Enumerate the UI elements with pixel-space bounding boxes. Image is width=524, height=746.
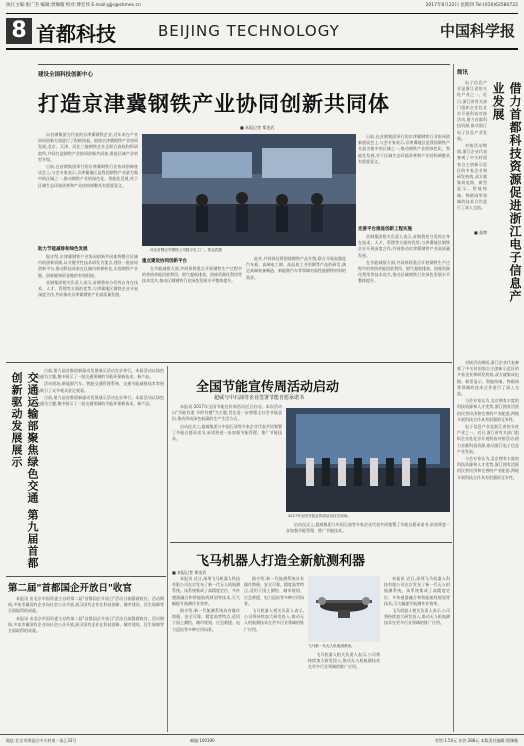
right-text-lower: 对接活动期间,浙江企业代表参观了中关村国家自主创新示范区的多家企业和研发机构,双方就集成电路、新型显示、智能终端、物联网等领域的技术合作进行了深入交流。 与会专家认为,北京拥有丰富的科技资源和人才优势,浙江拥有活跃的民营经济和完善的产业配套,两地开展科技合作具有很强的互补性。 电子信息产业是浙江省的支柱产业之一。近日,浙江省有关部门组织企业赴北京开展科技对接活动,借力首都科技资源,推动浙江电子信息产业发展。 与会专家认为,北京拥有丰富的科技资源和人才优势,浙江拥有活跃的民营经济和完善的产业配套,两地开展科技合作具有很强的互补性。 (457, 360, 519, 480)
footer-address: 地址:北京市海淀区中关村南一条乙33号 (6, 738, 77, 743)
top-rule (6, 13, 518, 14)
mid-text-col2: 启动仪式上,超威集团与中国石油等多家企业代表共同签署了节能自愿承诺书,承诺将进一步加强节能管理、推广节能技术。 (286, 522, 450, 534)
bottom-text-col4: 本报讯 近日,深圳飞马机器人科技有限公司在京发布了新一代无人机航测系统。该系统集成了高精度定位、多传感器融合和智能航线规划等技术,可大幅提升航测作业效率。 飞马机器人相关负责人表示,公司将持续加大研发投入,推动无人机航测技术在更多行业领域的推广应用。 (384, 576, 450, 626)
bottom-photo-caption: 飞马新一代无人机航测系统。 (308, 644, 355, 648)
lead-text-col1: 以首钢集团为代表的京津冀钢铁企业,近年来在产业协同创新方面进行了积极探索。围绕京津冀钢铁产业协同发展,北京、天津、河北三地钢铁企业正联合高校和科研院所,共同打造钢铁产业协同创新共同体,推进区域产业转型升级。 日前,在首钢集团举行的京津冀钢铁行业协同创新座谈会上,与会专家表示,京津冀地区是我国钢铁产业最为集中的区域之一,推动钢铁产业的绿色化、智能化发展,对于区域生态环境改善和产业结构调整具有重要意义。 (38, 132, 138, 188)
page-footer (0, 734, 524, 746)
mid-headline: 全国节能宣传周活动启动 (196, 380, 340, 395)
lead-text-col2: 在节能减排方面,共同体将重点开展钢铁生产过程中的余热余能回收利用、烟气超低排放、固废资源化利用等技术攻关,推动区域钢铁行业绿色发展水平整体提升。 (142, 266, 242, 284)
editor-info: 执行主编:张广杰 编辑:贾臻璇 校对:傅宏伟 E-mail:gjjs@stimes.cn (6, 3, 141, 8)
mid-column-divider (167, 366, 168, 732)
lead-top-rule (38, 64, 450, 65)
lead-kicker: 建设全国科技创新中心 (38, 72, 94, 78)
bottom-text-col3: 飞马机器人相关负责人表示,公司将持续加大研发投入,推动无人机航测技术在更多行业领域的推广应用。 (308, 652, 380, 670)
right-headline: 借力首都科技资源促进浙江电子信息产业发展 (491, 82, 522, 303)
lead-byline: ■ 本报记者 郑金武 (240, 125, 275, 130)
top-info-bar (0, 0, 524, 12)
right-byline: ■ 高博 (474, 230, 488, 235)
footer-price: 零售:1.50元 年价:288元 本版责任编辑:贾臻璇 (434, 738, 518, 743)
left-lower-rule (6, 576, 166, 577)
lead-photo-caption: 河北首钢迁安钢铁公司数字化工厂。郑金武摄 (150, 248, 222, 252)
bottom-byline: ■ 本报记者 郑金武 (172, 570, 207, 575)
newspaper-logo: 中国科学报 (440, 22, 516, 40)
section-title-cn: 首都科技 (36, 22, 116, 46)
mid-photo (286, 408, 450, 512)
lead-photo (142, 134, 356, 246)
right-kicker: 简讯 (457, 70, 469, 76)
left-bottom-text: 本报讯 由北京市国资委主办的第二届"首都国企开放日"活动日前圆满收官。活动期间,多家市属国有企业向社会公众开放,展示国有企业在科技创新、城市建设、民生保障等方面取得的成就。 本报讯 由北京市国资委主办的第二届"首都国企开放日"活动日前圆满收官。活动期间,多家市属国有企业向社会公众开放,展示国有企业在科技创新、城市建设、民生保障等方面取得的成就。 (8, 596, 164, 634)
bottom-text-col2: 据介绍,新一代航测系统具有操作简便、安全可靠、精度高等特点,适用于国土测绘、城市规划、应急救援、电力巡检等多种应用场景。 飞马机器人相关负责人表示,公司将持续加大研发投入,推动无人机航测技术在更多行业领域的推广应用。 (244, 576, 304, 632)
mid-text-col1: 本报讯 2017年全国节能宣传周活动近日启动。本次活动以"节能有道 节俭有德"为主题,旨在进一步增强全社会节能意识,推动形成绿色低碳的生产生活方式。 启动仪式上,超威集团与中国石油等多家企业代表共同签署了节能自愿承诺书,承诺将进一步加强节能管理、推广节能技术。 (172, 404, 282, 442)
lead-subhead: 助力节能减排和绿色发展 (38, 247, 88, 252)
lead-text-col3: 此外,共同体还将围绕钢铁产品升级,联合开展高强度汽车板、高端电工钢、高品质工业用钢等产品的研发,满足高端装备制造、新能源汽车等领域对高性能钢铁材料的需求。 (246, 256, 346, 280)
footer-postcode: 邮编:100190 (190, 738, 215, 743)
bottom-headline: 飞马机器人打造全新航测利器 (196, 554, 366, 569)
lead-text-col4b: 首钢集团相关负责人表示,首钢将充分发挥自身在技术、人才、管理等方面的优势,与津冀地区钢铁企业开展深度合作,共同推动京津冀钢铁产业高质量发展。 在节能减排方面,共同体将重点开展钢铁生产过程中的余热余能回收利用、烟气超低排放、固废资源化利用等技术攻关,推动区域钢铁行业绿色发展水平整体提升。 (358, 234, 450, 284)
bottom-text-col1: 本报讯 近日,深圳飞马机器人科技有限公司在京发布了新一代无人机航测系统。该系统集成了高精度定位、多传感器融合和智能航线规划等技术,可大幅提升航测作业效率。 据介绍,新一代航测系统具有操作简便、安全可靠、精度高等特点,适用于国土测绘、城市规划、应急救援、电力巡检等多种应用场景。 (172, 576, 240, 632)
left-lower-headline: 交通运输部聚焦绿色交通 第九届首都创新驱动发展展示 (10, 372, 39, 569)
lead-subhead-3: 完善平台推进创新工程实施 (358, 227, 412, 232)
lead-subhead-2: 重点建设协同创新平台 (142, 259, 187, 264)
lead-headline: 打造京津冀钢铁产业协同创新共同体 (38, 92, 390, 116)
page-number: 8 (6, 18, 32, 44)
mid-bottom-rule (170, 542, 452, 543)
left-bottom-headline: 第二届"首都国企开放日"收官 (8, 583, 132, 594)
left-lower-text: 日前,第九届首都创新驱动发展展示活动在京举行。本届活动以绿色交通为主题,集中展示了一批交通领域的节能环保新技术、新产品。 活动现场,新能源汽车、智能交通管理系统、交通节能减排技术等展品吸引了众多观众驻足观看。 日前,第九届首都创新驱动发展展示活动在京举行。本届活动以绿色交通为主题,集中展示了一批交通领域的节能环保新技术、新产品。 (36, 368, 164, 407)
right-column-divider (453, 64, 454, 732)
mid-subhead: 超威与中石油等企业签署节能自愿承诺书 (214, 395, 305, 401)
lead-bottom-rule (6, 362, 452, 363)
section-title-en: BEIJING TECHNOLOGY (158, 22, 340, 40)
right-text-narrow: 电子信息产业是浙江省的支柱产业之一。近日,浙江省有关部门组织企业赴北京开展科技对接活动,借力首都科技资源,推动浙江电子信息产业发展。 对接活动期间,浙江企业代表参观了中关村国家自主创新示范区的多家企业和研发机构,双方就集成电路、新型显示、智能终端、物联网等领域的技术合作进行了深入交流。 (457, 80, 487, 211)
lead-text-col1b: 据介绍,京津冀钢铁产业协同创新共同体将整合区域内的创新资源,以关键共性技术研发为重点,建设一批协同创新平台,推动科技成果在区域内转移转化,实现钢铁产业链、创新链和资金链的有效衔接。 首钢集团相关负责人表示,首钢将充分发挥自身在技术、人才、管理等方面的优势,与津冀地区钢铁企业开展深度合作,共同推动京津冀钢铁产业高质量发展。 (38, 254, 138, 298)
date-info: 2017年6月22日 星期四 Tel:(010)62580722 (425, 3, 518, 8)
header-rule (6, 48, 518, 50)
bottom-photo (308, 576, 380, 642)
lead-text-col4: 日前,在首钢集团举行的京津冀钢铁行业协同创新座谈会上,与会专家表示,京津冀地区是我国钢铁产业最为集中的区域之一,推动钢铁产业的绿色化、智能化发展,对于区域生态环境改善和产业结构调整具有重要意义。 (358, 134, 450, 164)
mid-photo-caption: 2017年全国节能宣传周启动仪式现场。 (288, 514, 352, 518)
